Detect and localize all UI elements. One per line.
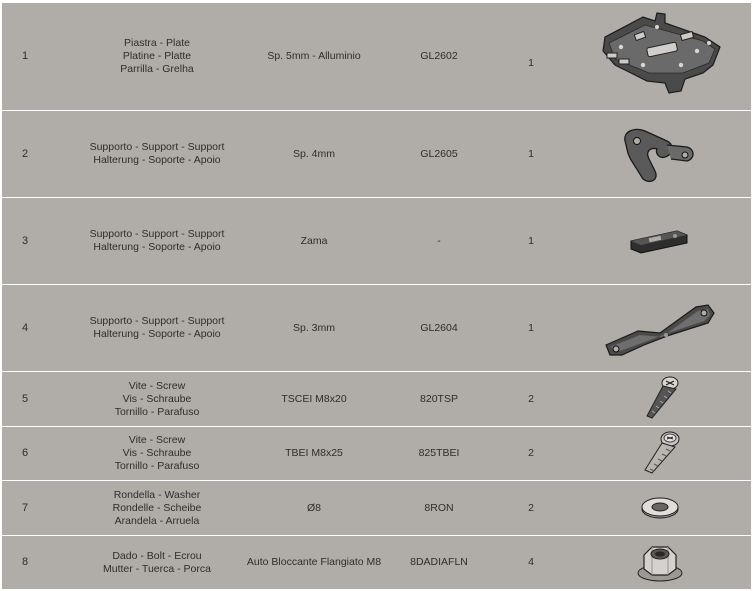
part-name-line: Vis - Schraube bbox=[122, 392, 192, 405]
part-name-line: Piastra - Plate bbox=[124, 37, 190, 49]
part-spec: Sp. 5mm - Alluminio bbox=[267, 50, 361, 62]
part-code: 820TSP bbox=[420, 392, 458, 405]
part-name-line: Platine - Platte bbox=[122, 50, 192, 62]
part-number: 5 bbox=[21, 392, 29, 405]
part-name-line: Halterung - Soporte - Apoio bbox=[93, 154, 221, 166]
part-name-line: Vis - Schraube bbox=[122, 447, 192, 459]
part-quantity: 1 bbox=[528, 321, 534, 334]
part-code: GL2602 bbox=[420, 50, 458, 62]
part-quantity: 1 bbox=[528, 234, 534, 247]
part-name-line: Vite - Screw bbox=[128, 434, 186, 446]
table-row bbox=[2, 197, 751, 284]
part-code: - bbox=[437, 234, 441, 247]
part-number: 1 bbox=[21, 50, 29, 62]
part-spec: Ø8 bbox=[306, 501, 321, 514]
part-code: 8DADIAFLN bbox=[410, 556, 468, 568]
part-spec: Zama bbox=[300, 234, 328, 247]
bent-bracket-icon bbox=[568, 111, 751, 197]
part-number: 6 bbox=[21, 447, 29, 459]
part-quantity: 2 bbox=[528, 447, 534, 459]
part-number: 4 bbox=[21, 321, 29, 334]
part-name-line: Vite - Screw bbox=[128, 379, 186, 392]
flat-bracket-icon bbox=[568, 285, 751, 371]
part-spec: Auto Bloccante Flangiato M8 bbox=[246, 556, 382, 568]
table-row bbox=[2, 371, 751, 426]
part-name-line: Parrilla - Grelha bbox=[120, 63, 194, 75]
part-quantity: 2 bbox=[528, 392, 534, 405]
part-spec: TSCEI M8x20 bbox=[281, 392, 347, 405]
table-row bbox=[2, 535, 751, 589]
part-name-line: Dado - Bolt - Ecrou bbox=[112, 549, 202, 562]
part-name-line: Halterung - Soporte - Apoio bbox=[93, 328, 221, 340]
part-number: 8 bbox=[21, 556, 29, 568]
part-number: 3 bbox=[21, 234, 29, 247]
table-row bbox=[2, 284, 751, 371]
button-head-screw-icon bbox=[568, 427, 751, 480]
part-name-line: Rondelle - Scheibe bbox=[112, 501, 202, 514]
part-name-line: Tornillo - Parafuso bbox=[114, 460, 200, 472]
part-code: GL2605 bbox=[420, 147, 458, 160]
part-name-line: Supporto - Support - Support bbox=[89, 141, 225, 153]
part-number: 2 bbox=[21, 147, 29, 160]
part-name-line: Arandela - Arruela bbox=[114, 514, 200, 527]
table-row bbox=[2, 2, 751, 110]
table-row bbox=[2, 110, 751, 197]
part-quantity: 1 bbox=[528, 147, 534, 160]
part-spec: Sp. 4mm bbox=[292, 147, 335, 160]
part-spec: TBEI M8x25 bbox=[285, 447, 343, 459]
part-quantity: 1 bbox=[528, 56, 534, 69]
part-number: 7 bbox=[21, 501, 29, 514]
part-code: GL2604 bbox=[420, 321, 458, 334]
part-name-line: Halterung - Soporte - Apoio bbox=[93, 241, 221, 253]
plate-icon bbox=[568, 3, 751, 110]
flange-nut-icon bbox=[568, 536, 751, 589]
block-support-icon bbox=[568, 198, 751, 284]
part-quantity: 4 bbox=[528, 556, 534, 568]
part-code: 825TBEI bbox=[418, 447, 460, 459]
part-spec: Sp. 3mm bbox=[292, 321, 335, 334]
table-row bbox=[2, 426, 751, 480]
part-name-line: Supporto - Support - Support bbox=[89, 315, 225, 327]
part-name-line: Mutter - Tuerca - Porca bbox=[103, 562, 211, 575]
part-quantity: 2 bbox=[528, 501, 534, 514]
washer-icon bbox=[568, 481, 751, 535]
part-name-line: Supporto - Support - Support bbox=[89, 228, 225, 240]
table-row bbox=[2, 480, 751, 535]
part-name-line: Tornillo - Parafuso bbox=[114, 405, 200, 418]
part-name-line: Rondella - Washer bbox=[113, 488, 201, 501]
part-code: 8RON bbox=[424, 501, 454, 514]
countersunk-screw-icon bbox=[568, 372, 751, 426]
